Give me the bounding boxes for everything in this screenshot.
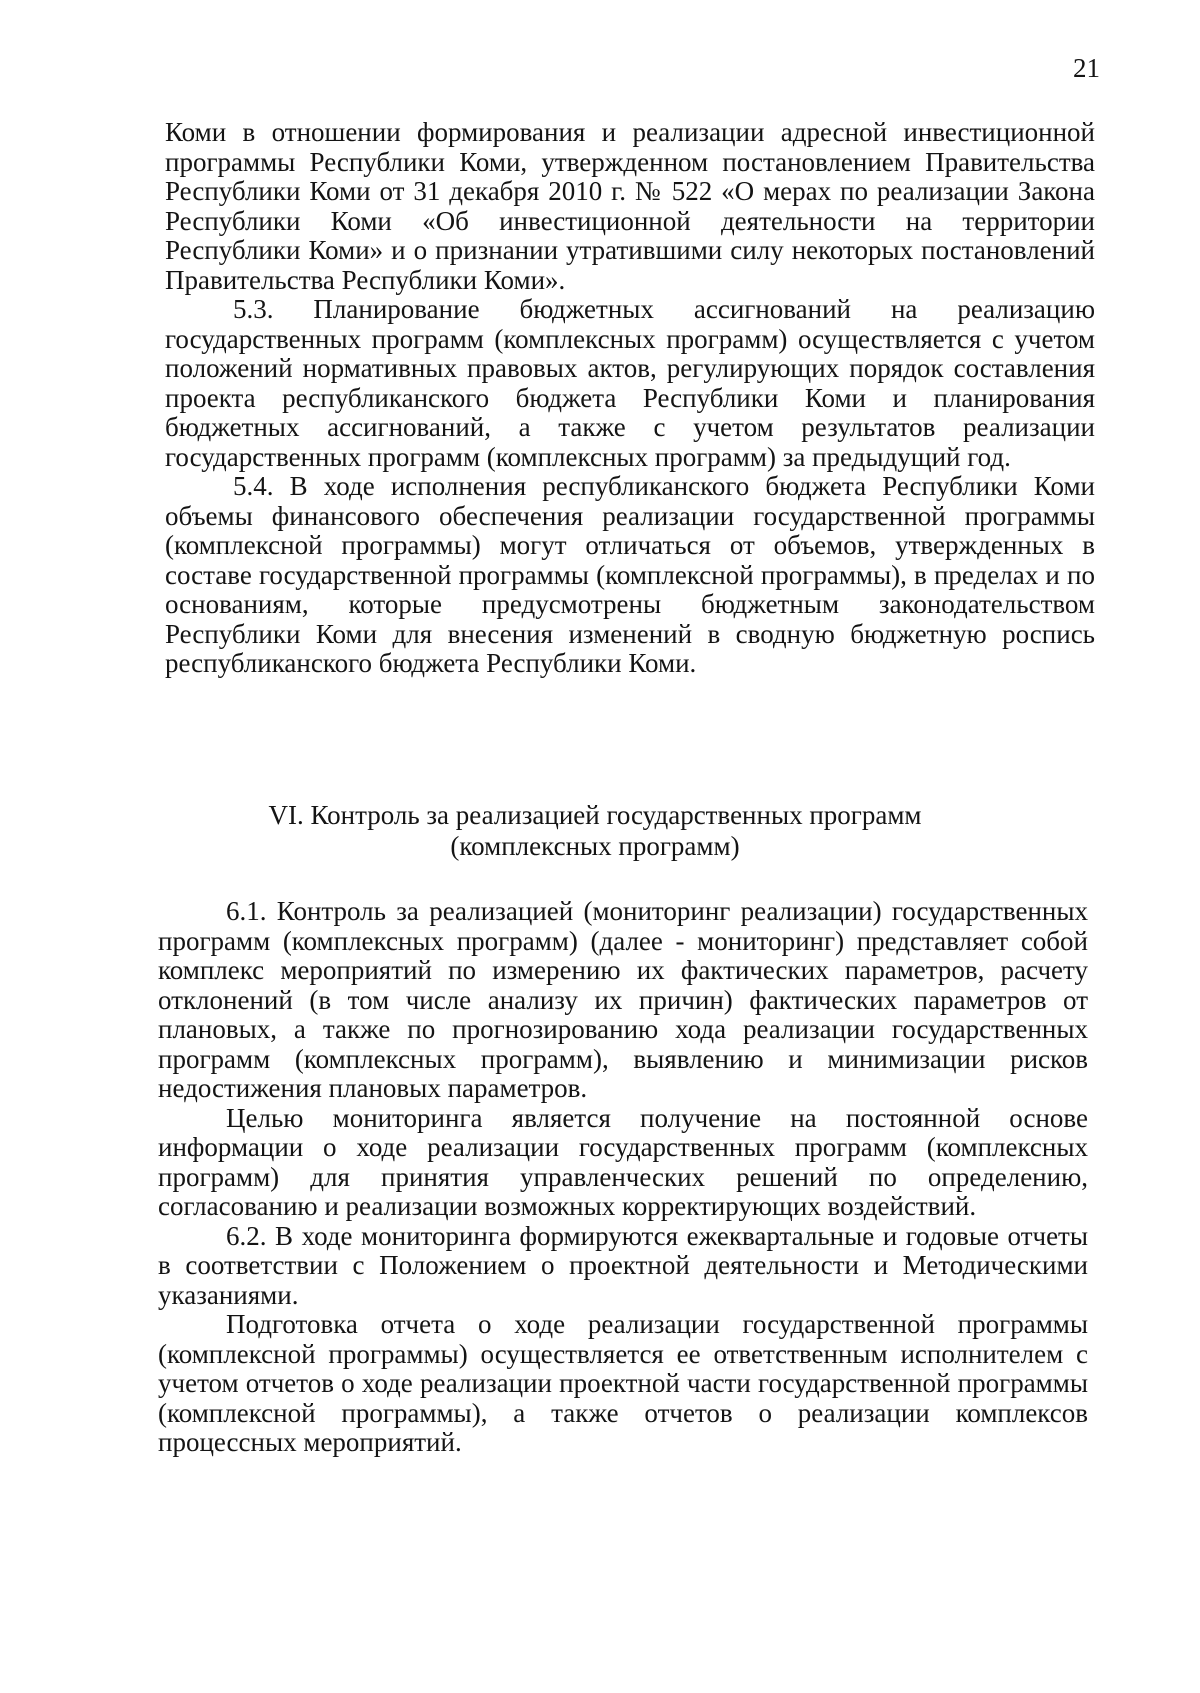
paragraph-5-3: 5.3. Планирование бюджетных ассигнований на реализацию государственных программ (комплексных программ) осуществляется с учетом положений нормативных правовых актов, регулирующих порядок составления проекта республиканского бюджета Республики Коми и планирования бюджетных ассигнований, а также с учетом результатов реализации государственных программ (комплексных программ) за предыдущий год. (165, 294, 1095, 472)
paragraph-6-2-report: Подготовка отчета о ходе реализации государственной программы (комплексной программы) осуществляется ее ответственным исполнителем с учетом отчетов о ходе реализации проектной части государственной программы (комплексной программы), а также отчетов о реализации комплексов процессных мероприятий. (158, 1309, 1088, 1457)
paragraph-6-1-goal: Целью мониторинга является получение на постоянной основе информации о ходе реализации государственных программ (комплексных программ) для принятия управленческих решений по определению, согласованию и реализации возможных корректирующих воздействий. (158, 1102, 1088, 1221)
paragraph-6-1: 6.1. Контроль за реализацией (мониторинг реализации) государственных программ (комплексных программ) (далее - мониторинг) представляет собой комплекс мероприятий по измерению их фактических параметров, расчету отклонений (в том числе анализу их причин) фактических параметров от плановых, а также по прогнозированию хода реализации государственных программ (комплексных программ), выявлению и минимизации рисков недостижения плановых параметров. (158, 896, 1088, 1103)
paragraph-5-4: 5.4. В ходе исполнения республиканского бюджета Республики Коми объемы финансового обеспечения реализации государственной программы (комплексной программы) могут отличаться от объемов, утвержденных в составе государственной программы (комплексной программы), в пределах и по основаниям, которые предусмотрены бюджетным законодательством Республики Коми для внесения изменений в сводную бюджетную роспись республиканского бюджета Республики Коми. (165, 471, 1095, 678)
section-6-text (158, 897, 1088, 1458)
section-6-heading (200, 800, 990, 862)
section-6-heading-line-2: (комплексных программ) (450, 831, 740, 861)
page-number: 21 (1073, 53, 1100, 83)
paragraph-6-2: 6.2. В ходе мониторинга формируются ежеквартальные и годовые отчеты в соответствии с Положением о проектной деятельности и Методическими указаниями. (158, 1220, 1088, 1310)
paragraph-continuation: Коми в отношении формирования и реализации адресной инвестиционной программы Республики Коми, утвержденном постановлением Правительства Республики Коми от 31 декабря 2010 г. № 522 «О мерах по реализации Закона Республики Коми «Об инвестиционной деятельности на территории Республики Коми» и о признании утратившими силу некоторых постановлений Правительства Республики Коми». (165, 117, 1095, 295)
section-5-text (165, 118, 1095, 679)
section-6-heading-line-1: VI. Контроль за реализацией государственных программ (268, 800, 922, 830)
